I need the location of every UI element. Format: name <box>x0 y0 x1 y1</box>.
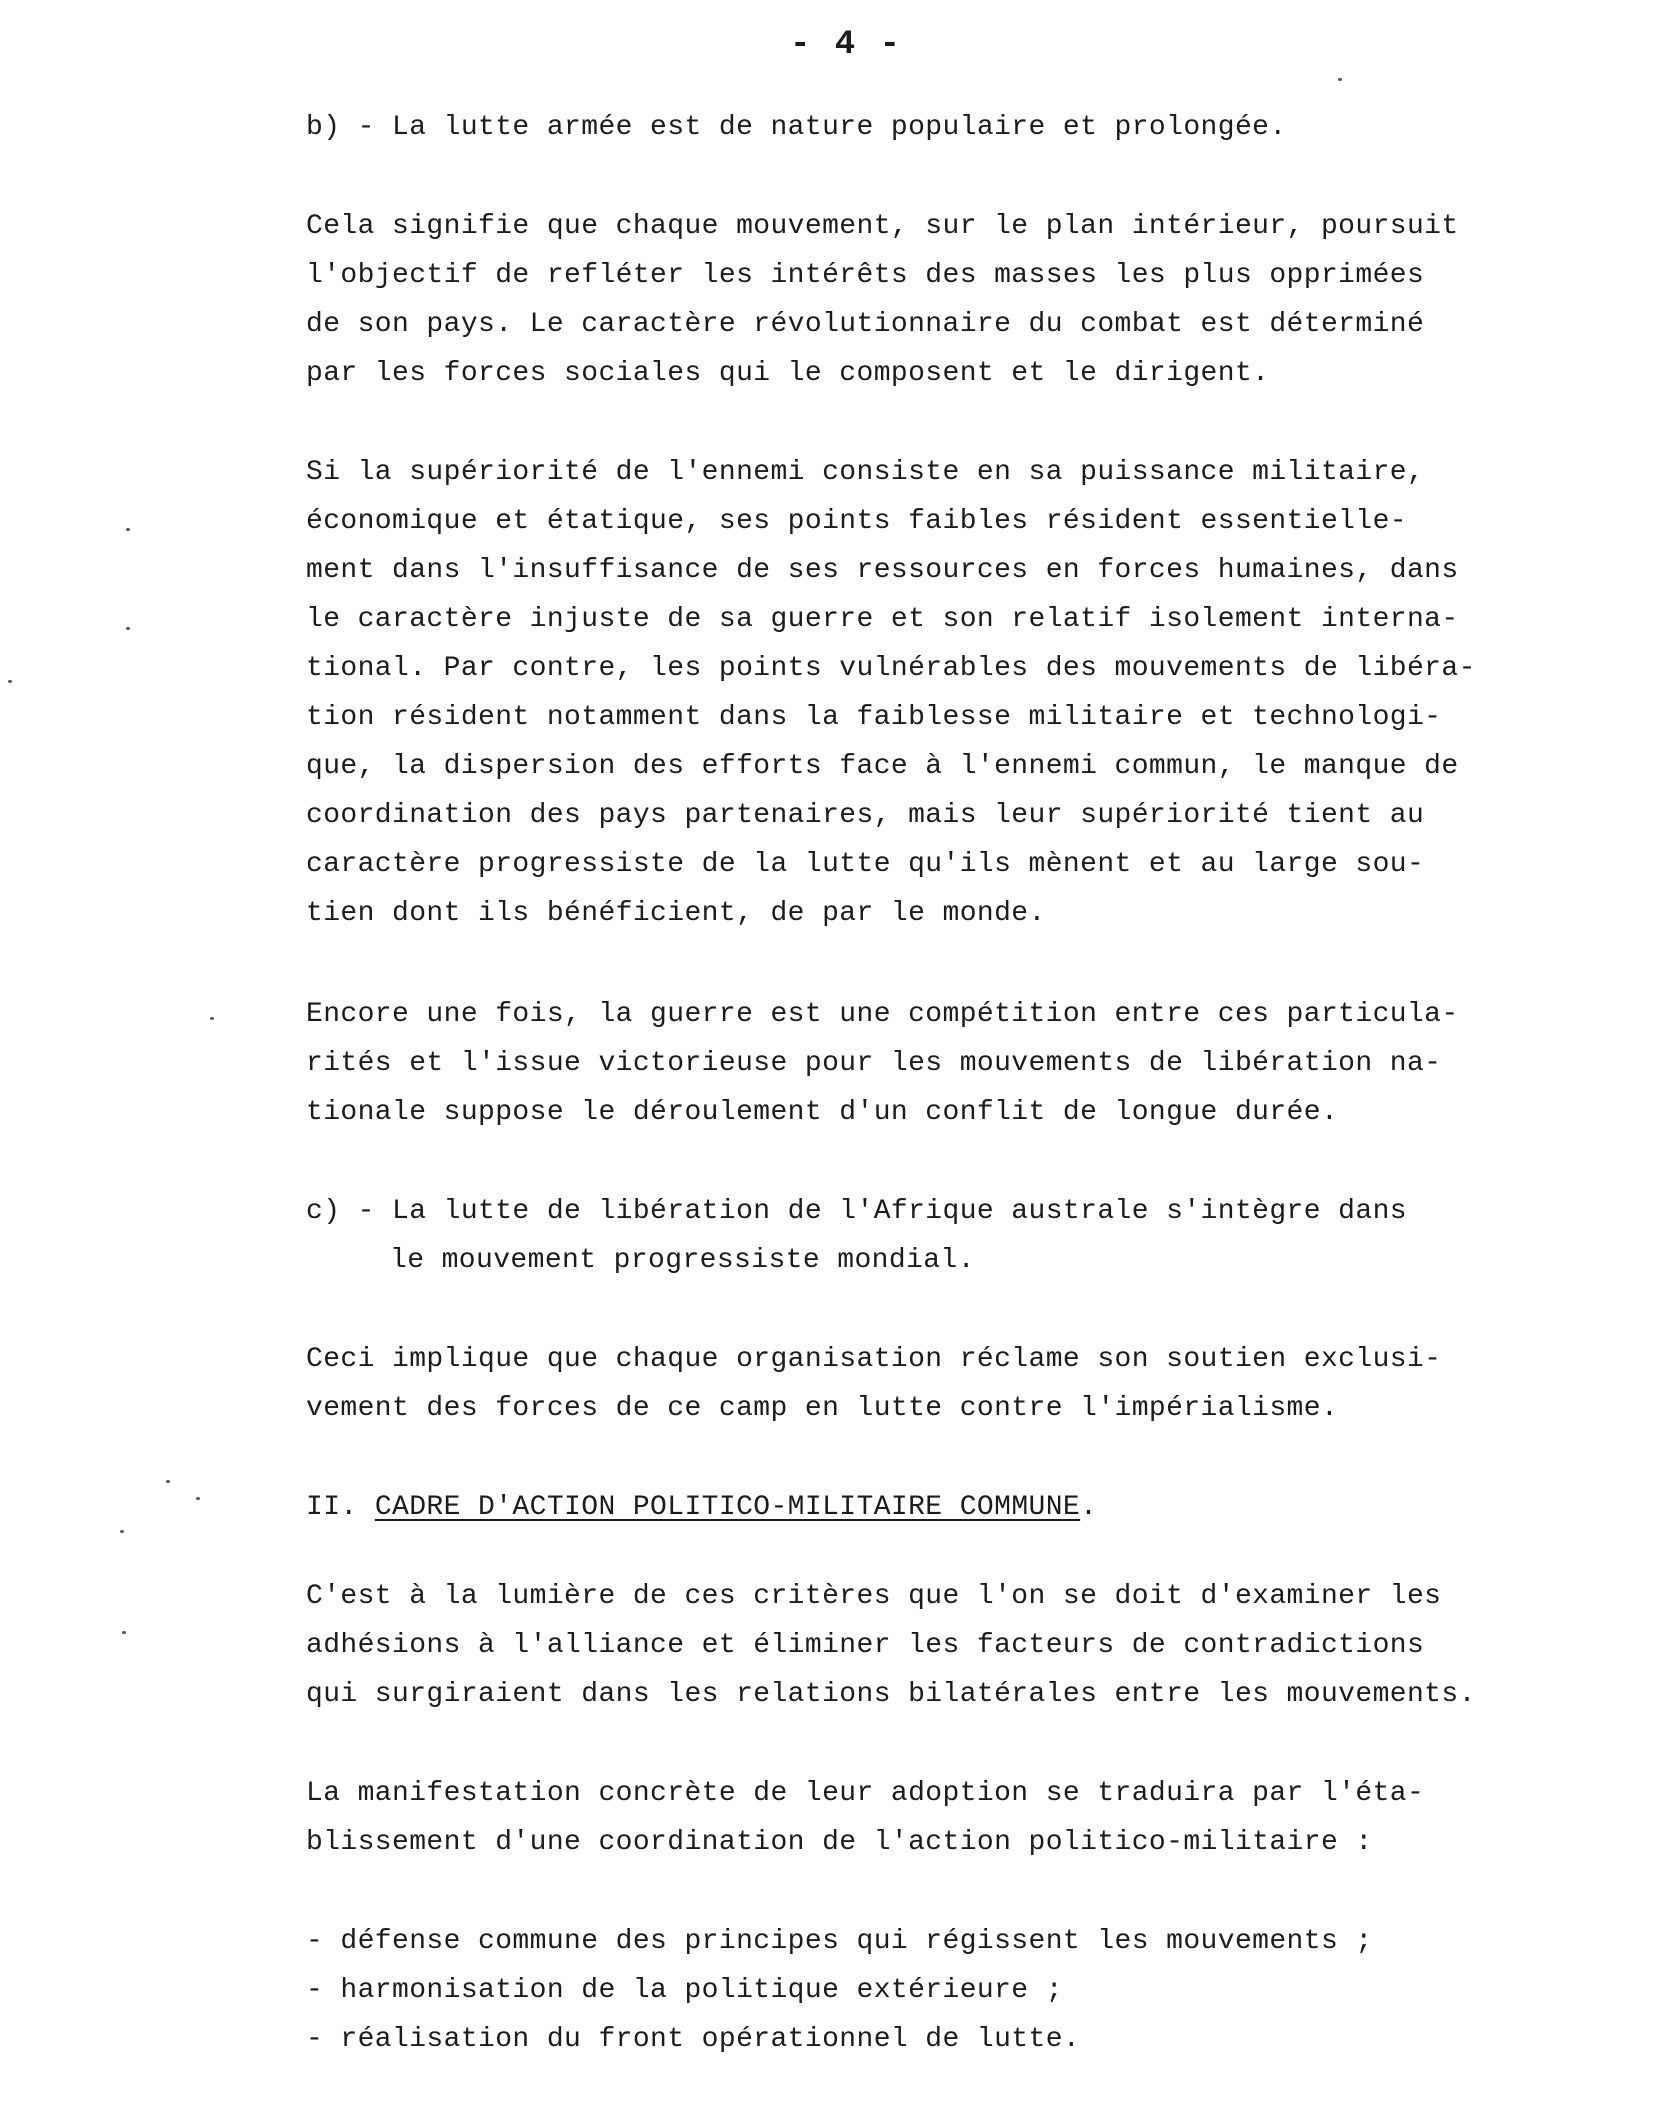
paragraph-2-line-10: tien dont ils bénéficient, de par le monde. <box>306 898 1046 929</box>
paragraph-2-line-2: économique et étatique, ses points faibles résident essentielle- <box>306 506 1407 537</box>
list-item-c-line-1: c) - La lutte de libération de l'Afrique australe s'intègre dans <box>306 1196 1407 1227</box>
paragraph-3-line-2: rités et l'issue victorieuse pour les mouvements de libération na- <box>306 1048 1442 1079</box>
list-item-b: b) - La lutte armée est de nature populaire et prolongée. <box>306 112 1287 143</box>
paragraph-1-line-3: de son pays. Le caractère révolutionnaire du combat est déterminé <box>306 309 1425 340</box>
scan-speck <box>166 1480 170 1483</box>
scan-speck <box>8 680 12 683</box>
scan-speck <box>126 627 130 630</box>
bullet-item-1: - défense commune des principes qui régissent les mouvements ; <box>306 1926 1373 1957</box>
paragraph-6-line-2: blissement d'une coordination de l'action politico-militaire : <box>306 1827 1373 1858</box>
paragraph-6-line-1: La manifestation concrète de leur adoption se traduira par l'éta- <box>306 1778 1425 1809</box>
paragraph-5-line-3: qui surgiraient dans les relations bilatérales entre les mouvements. <box>306 1679 1476 1710</box>
paragraph-2-line-3: ment dans l'insuffisance de ses ressources en forces humaines, dans <box>306 555 1459 586</box>
scan-speck <box>210 1017 214 1020</box>
scan-speck <box>1338 78 1342 81</box>
page-number: - 4 - <box>790 26 903 64</box>
paragraph-2-line-9: caractère progressiste de la lutte qu'ils mènent et au large sou- <box>306 849 1425 880</box>
paragraph-2-line-6: tion résident notamment dans la faiblesse militaire et technologi- <box>306 702 1442 733</box>
scan-speck <box>122 1631 126 1634</box>
paragraph-3-line-1: Encore une fois, la guerre est une compétition entre ces particula- <box>306 999 1459 1030</box>
list-item-c-line-2: le mouvement progressiste mondial. <box>390 1245 975 1276</box>
bullet-item-2: - harmonisation de la politique extérieure ; <box>306 1975 1063 2006</box>
section-title-period: . <box>1080 1492 1098 1523</box>
paragraph-5-line-1: C'est à la lumière de ces critères que l'on se doit d'examiner les <box>306 1581 1442 1612</box>
paragraph-1-line-1: Cela signifie que chaque mouvement, sur le plan intérieur, poursuit <box>306 211 1459 242</box>
scan-speck <box>120 1530 124 1533</box>
paragraph-1-line-2: l'objectif de refléter les intérêts des masses les plus opprimées <box>306 260 1425 291</box>
paragraph-2-line-5: tional. Par contre, les points vulnérables des mouvements de libéra- <box>306 653 1476 684</box>
paragraph-1-line-4: par les forces sociales qui le composent et le dirigent. <box>306 358 1270 389</box>
section-title: CADRE D'ACTION POLITICO-MILITAIRE COMMUNE <box>374 1492 1081 1523</box>
paragraph-2-line-7: que, la dispersion des efforts face à l'ennemi commun, le manque de <box>306 751 1459 782</box>
scan-speck <box>126 528 130 531</box>
section-heading <box>306 1491 1097 1525</box>
paragraph-4-line-1: Ceci implique que chaque organisation réclame son soutien exclusi- <box>306 1344 1442 1375</box>
paragraph-3-line-3: tionale suppose le déroulement d'un conflit de longue durée. <box>306 1097 1339 1128</box>
paragraph-2-line-4: le caractère injuste de sa guerre et son relatif isolement interna- <box>306 604 1459 635</box>
paragraph-5-line-2: adhésions à l'alliance et éliminer les facteurs de contradictions <box>306 1630 1425 1661</box>
paragraph-2-line-8: coordination des pays partenaires, mais leur supériorité tient au <box>306 800 1425 831</box>
bullet-item-3: - réalisation du front opérationnel de lutte. <box>306 2024 1081 2055</box>
paragraph-2-line-1: Si la supériorité de l'ennemi consiste en sa puissance militaire, <box>306 457 1425 488</box>
paragraph-4-line-2: vement des forces de ce camp en lutte contre l'impérialisme. <box>306 1393 1339 1424</box>
scan-speck <box>196 1497 200 1500</box>
section-number: II. <box>306 1492 358 1523</box>
